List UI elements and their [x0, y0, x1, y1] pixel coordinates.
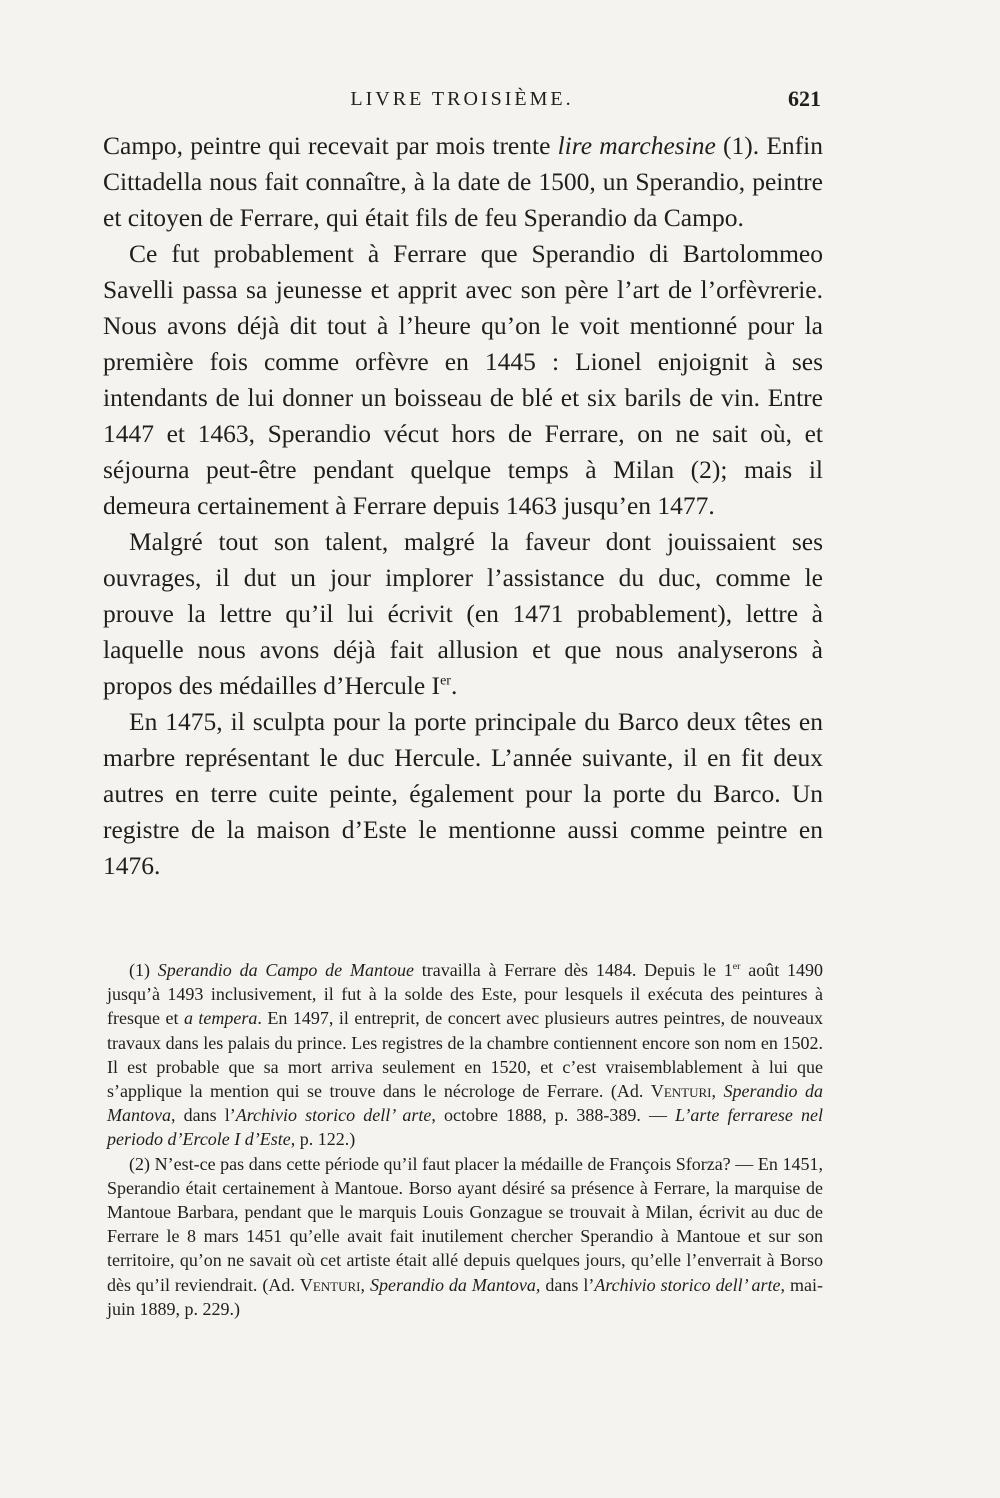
italic-term: lire marchesine [557, 131, 716, 160]
italic-title: Archivio storico dell’ arte [594, 1274, 781, 1295]
text-run: Malgré tout son talent, malgré la faveur dont jouissaient ses ouvrages, il dut un jour implorer l’assistance du duc, comme le prouve la lettre qu’il lui écrivit (en 1471 probablement), lettre à laquelle nous avons déjà fait allusion et que nous analyserons à propos des médailles d’Hercule I [103, 527, 823, 700]
author-name: Venturi [650, 1081, 712, 1102]
author-name: Venturi [299, 1274, 361, 1295]
footnotes [107, 958, 823, 1321]
text-run: (1). Enfin Cittadella nous fait connaître, à la date de 1500, un Sperandio, peintre et citoyen de Ferrare, qui était fils de feu Sperandio da Campo. [103, 131, 823, 232]
paragraph-3 [103, 524, 823, 704]
running-title: LIVRE TROISIÈME. [350, 88, 574, 110]
text-run: . [450, 671, 458, 700]
page-number: 621 [788, 86, 821, 111]
text-run: août 1490 jusqu’à 1493 inclusivement, il fut à la solde des Este, pour lesquels il exécuta des peintures à fresque et [107, 960, 823, 1029]
paragraph-2: Ce fut probablement à Ferrare que Sperandio di Bartolommeo Savelli passa sa jeunesse et apprit avec son père l’art de l’orfèvrerie. Nous avons déjà dit tout à l’heure qu’on le voit mentionné pour la première fois comme orfèvre en 1445 : Lionel enjoignit à ses intendants de lui donner un boisseau de blé et six barils de vin. Entre 1447 et 1463, Sperandio vécut hors de Ferrare, on ne sait où, et séjourna peut-être pendant quelque temps à Milan (2); mais il demeura certainement à Ferrare depuis 1463 jusqu’en 1477. [103, 239, 823, 520]
italic-title: L’arte ferrarese nel periodo d’Ercole I d’Este [107, 1105, 823, 1150]
main-text [103, 128, 823, 884]
text-run: (2) N’est-ce pas dans cette période qu’il faut placer la médaille de François Sforza? — En 1451, Sperandio était certainement à Mantoue. Borso ayant désiré sa présence à Ferrare, la marquise de Mantoue Barbara, pendant que le marquis Louis Gonzague se trouvait à Milan, écrivit au duc de Ferrare le 8 mars 1451 qu’elle avait fait inutilement chercher Sperandio à Mantoue et sur son territoire, qu’on ne savait où cet artiste était allé depuis quelques jours, qu’elle l’enverrait à Borso dès qu’il reviendrait. (Ad. [107, 1153, 823, 1295]
italic-title: Sperandio da Mantova [107, 1081, 823, 1126]
italic-title: Archivio storico dell’ arte [235, 1105, 432, 1126]
text-run: , dans l’ [170, 1105, 236, 1126]
footnote-1 [107, 958, 823, 1152]
italic-term: a tempera [183, 1008, 258, 1029]
paragraph-1 [103, 128, 823, 236]
text-run: , [711, 1081, 724, 1102]
paragraph-4: En 1475, il sculpta pour la porte principale du Barco deux têtes en marbre représentant le duc Hercule. L’année suivante, il en fit deux autres en terre cuite peinte, également pour la porte du Barco. Un registre de la maison d’Este le mentionne aussi comme peintre en 1476. [103, 707, 823, 880]
italic-name: Sperandio da Campo de Mantoue [157, 960, 414, 980]
running-head [103, 86, 821, 116]
superscript: er [732, 961, 741, 972]
text-run: , p. 122.) [290, 1129, 356, 1150]
text-run: , octobre 1888, p. 388-389. — [431, 1105, 676, 1126]
text-run: dans l’ [540, 1274, 595, 1295]
italic-title: Sperandio da Mantova, [369, 1274, 541, 1295]
text-run: . En 1497, il entreprit, de concert avec plusieurs autres peintres, de nouveaux travaux dans les palais du prince. Les registres de la chambre contiennent encore son nom en 1502. Il est probable que sa mort arriva seulement en 1520, et c’est vraisemblablement à lui que s’applique la mention qui se trouve dans le nécrologe de Ferrare. (Ad. [107, 1008, 824, 1102]
text-run: , mai-juin 1889, p. 229.) [107, 1274, 823, 1319]
footnote-marker: (1) [129, 960, 158, 980]
text-run: , [360, 1274, 370, 1295]
footnote-2 [107, 1152, 823, 1321]
text-run: travailla à Ferrare dès 1484. Depuis le 1 [413, 960, 733, 980]
text-run: Campo, peintre qui recevait par mois trente [103, 131, 558, 160]
superscript: er [440, 673, 451, 689]
